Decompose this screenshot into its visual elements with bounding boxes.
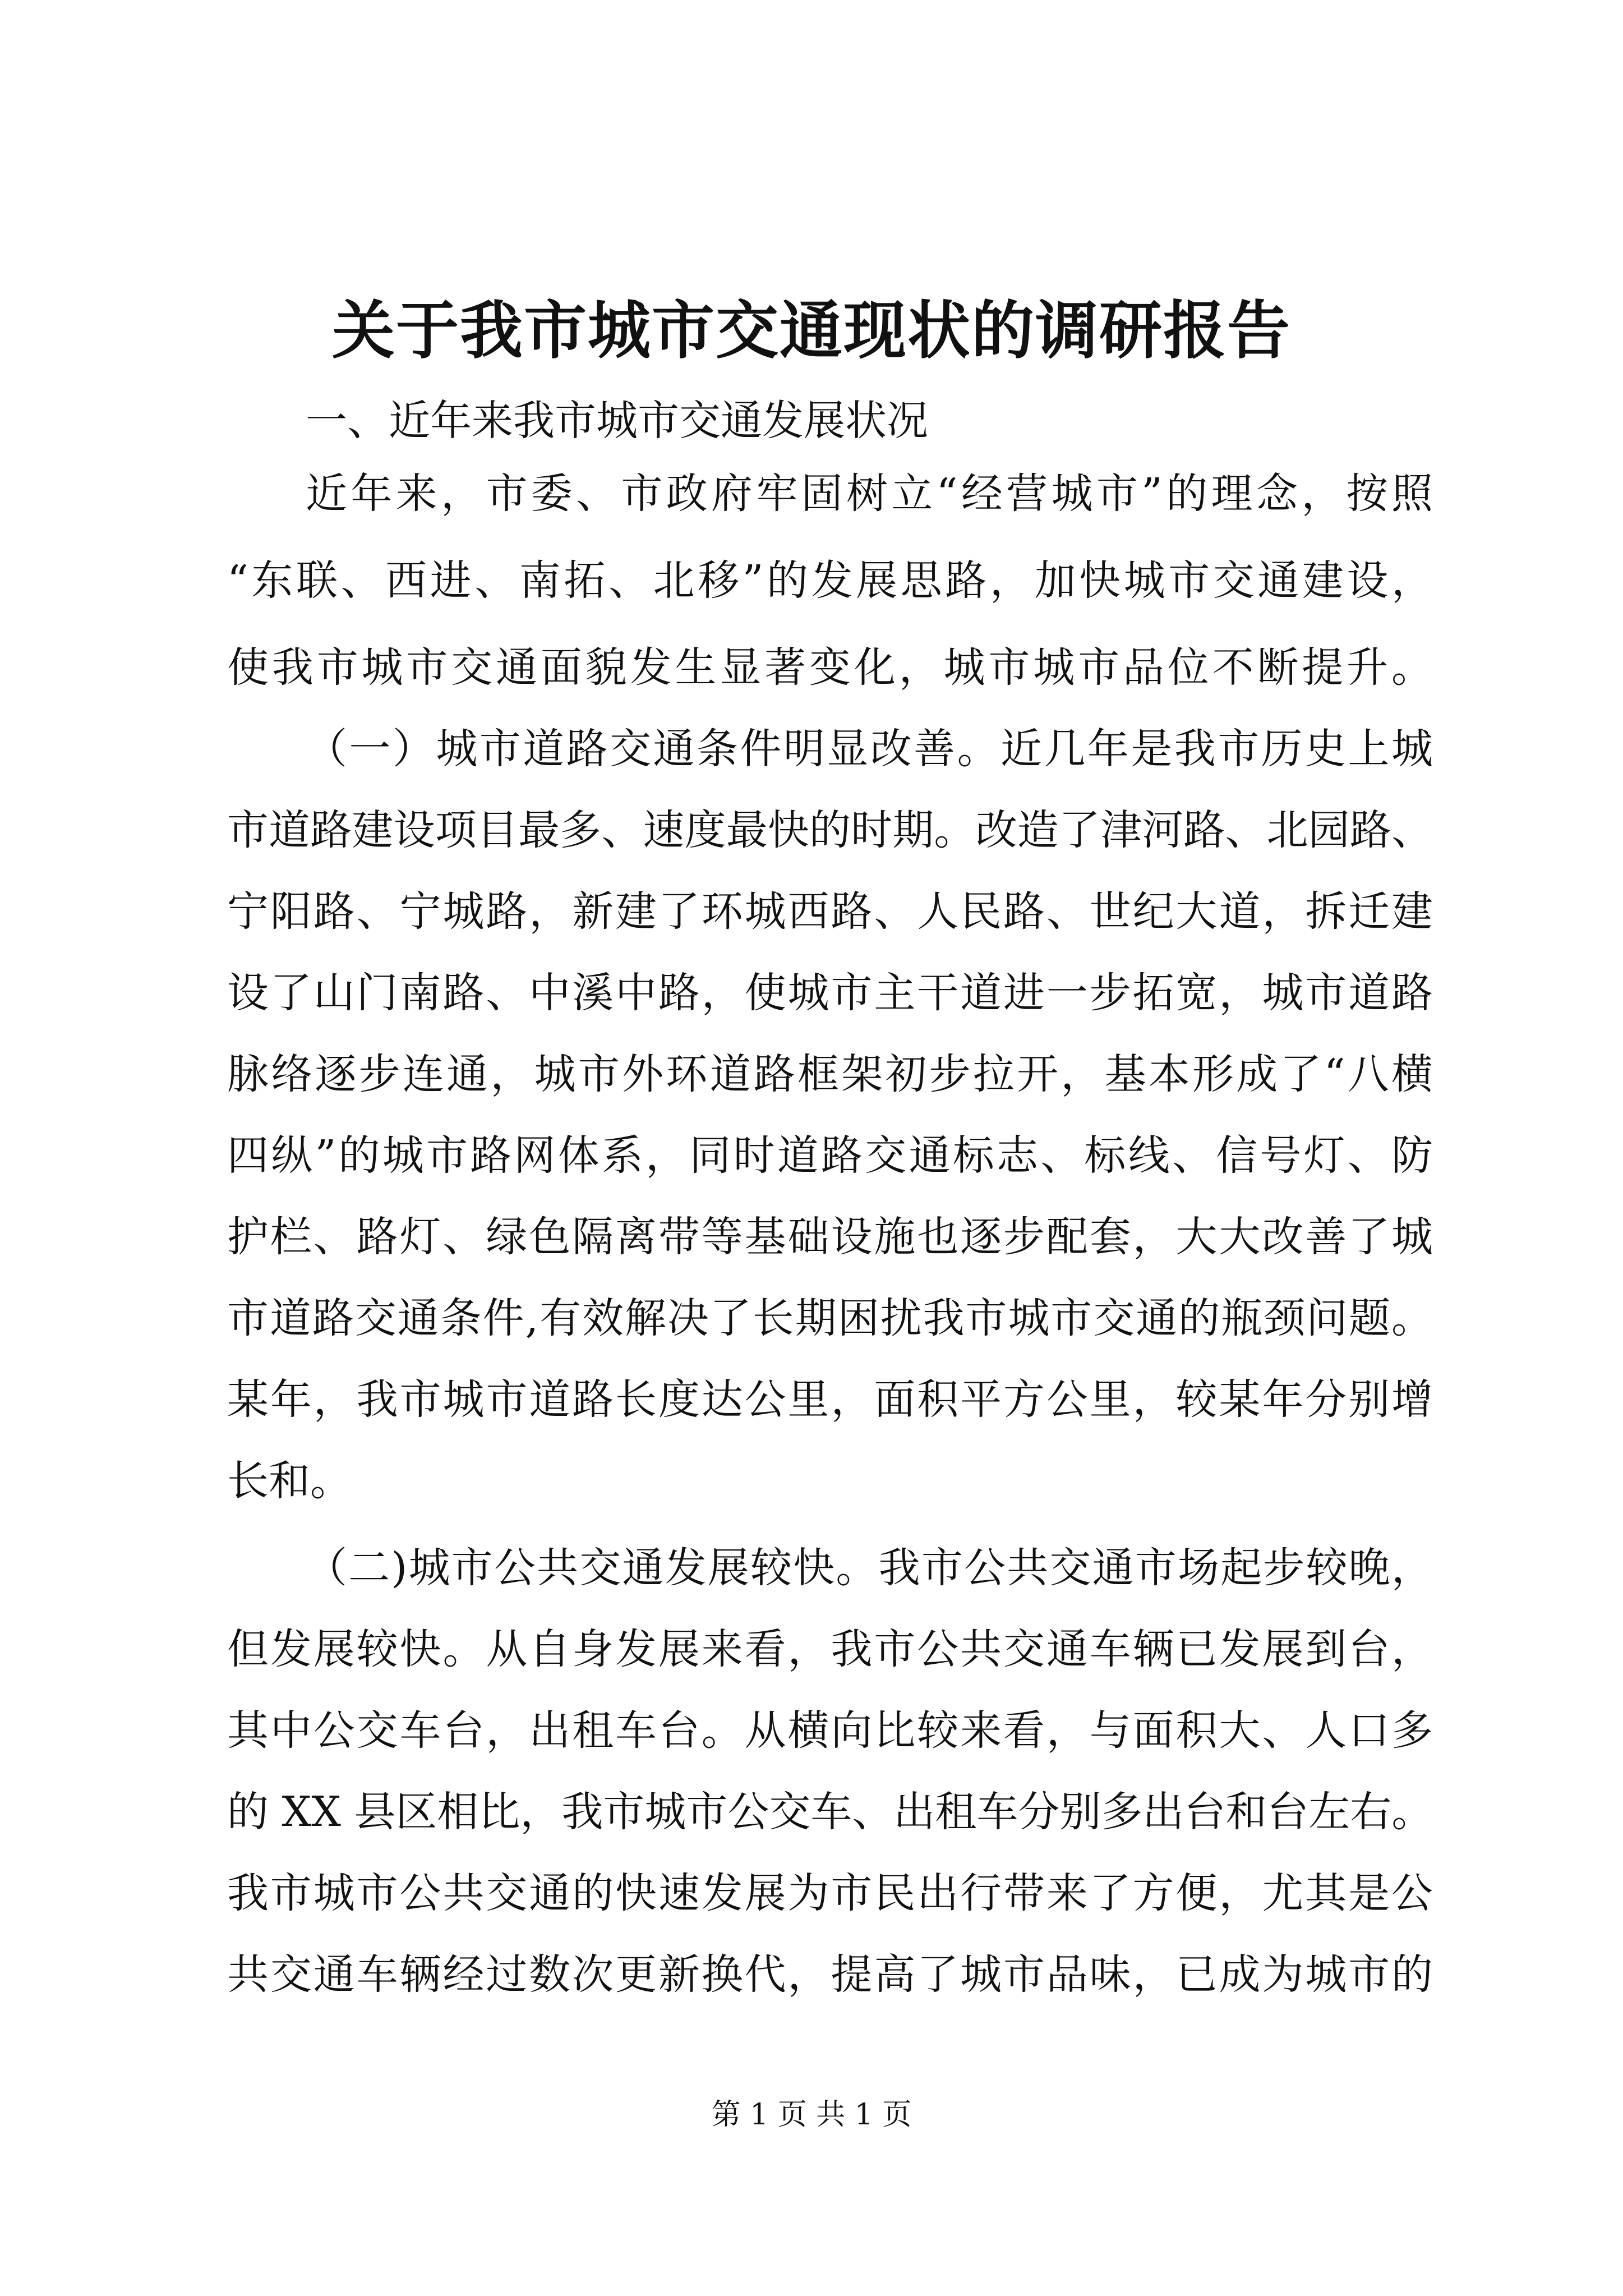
paragraph-line: 设了山门南路、中溪中路，使城市主干道进一步拓宽，城市道路 <box>227 969 1433 1017</box>
page-number-footer: 第 1 页 共 1 页 <box>711 2098 912 2132</box>
paragraph-line: 其中公交车台，出租车台。从横向比较来看，与面积大、人口多 <box>227 1706 1433 1755</box>
paragraph-line: 宁阳路、宁城路，新建了环城西路、人民路、世纪大道，拆迁建 <box>227 887 1433 936</box>
paragraph-line: 近年来，市委、市政府牢固树立“经营城市”的理念，按照 <box>306 470 1433 518</box>
paragraph-line: 共交通车辆经过数次更新换代，提高了城市品味，已成为城市的 <box>227 1950 1433 1999</box>
paragraph-line: “东联、西进、南拓、北移”的发展思路，加快城市交通建设， <box>227 556 1433 605</box>
paragraph-line: 脉络逐步连通，城市外环道路框架初步拉开，基本形成了“八横 <box>227 1050 1433 1098</box>
paragraph-line: 某年，我市城市道路长度达公里，面积平方公里，较某年分别增 <box>227 1375 1433 1424</box>
paragraph-line: 我市城市公共交通的快速发展为市民出行带来了方便，尤其是公 <box>227 1869 1433 1917</box>
paragraph-line: 但发展较快。从自身发展来看，我市公共交通车辆已发展到台， <box>227 1625 1433 1673</box>
paragraph-line: 市道路建设项目最多、速度最快的时期。改造了津河路、北园路、 <box>227 806 1433 854</box>
paragraph-line: 护栏、路灯、绿色隔离带等基础设施也逐步配套，大大改善了城 <box>227 1213 1433 1261</box>
section-heading: 一、近年来我市城市交通发展状况 <box>306 397 928 445</box>
paragraph-line: （一）城市道路交通条件明显改善。近几年是我市历史上城 <box>306 725 1433 773</box>
paragraph-line: 市道路交通条件,有效解决了长期困扰我市城市交通的瓶颈问题。 <box>227 1294 1433 1342</box>
paragraph-line: 四纵”的城市路网体系，同时道路交通标志、标线、信号灯、防 <box>227 1131 1433 1180</box>
paragraph-line: （二)城市公共交通发展较快。我市公共交通市场起步较晚， <box>306 1544 1433 1592</box>
paragraph-line: 长和。 <box>227 1457 352 1505</box>
paragraph-line: 的 XX 县区相比，我市城市公交车、出租车分别多出台和台左右。 <box>227 1788 1433 1836</box>
document-title: 关于我市城市交通现状的调研报告 <box>332 294 1291 367</box>
paragraph-line: 使我市城市交通面貌发生显著变化，城市城市品位不断提升。 <box>227 643 1433 692</box>
